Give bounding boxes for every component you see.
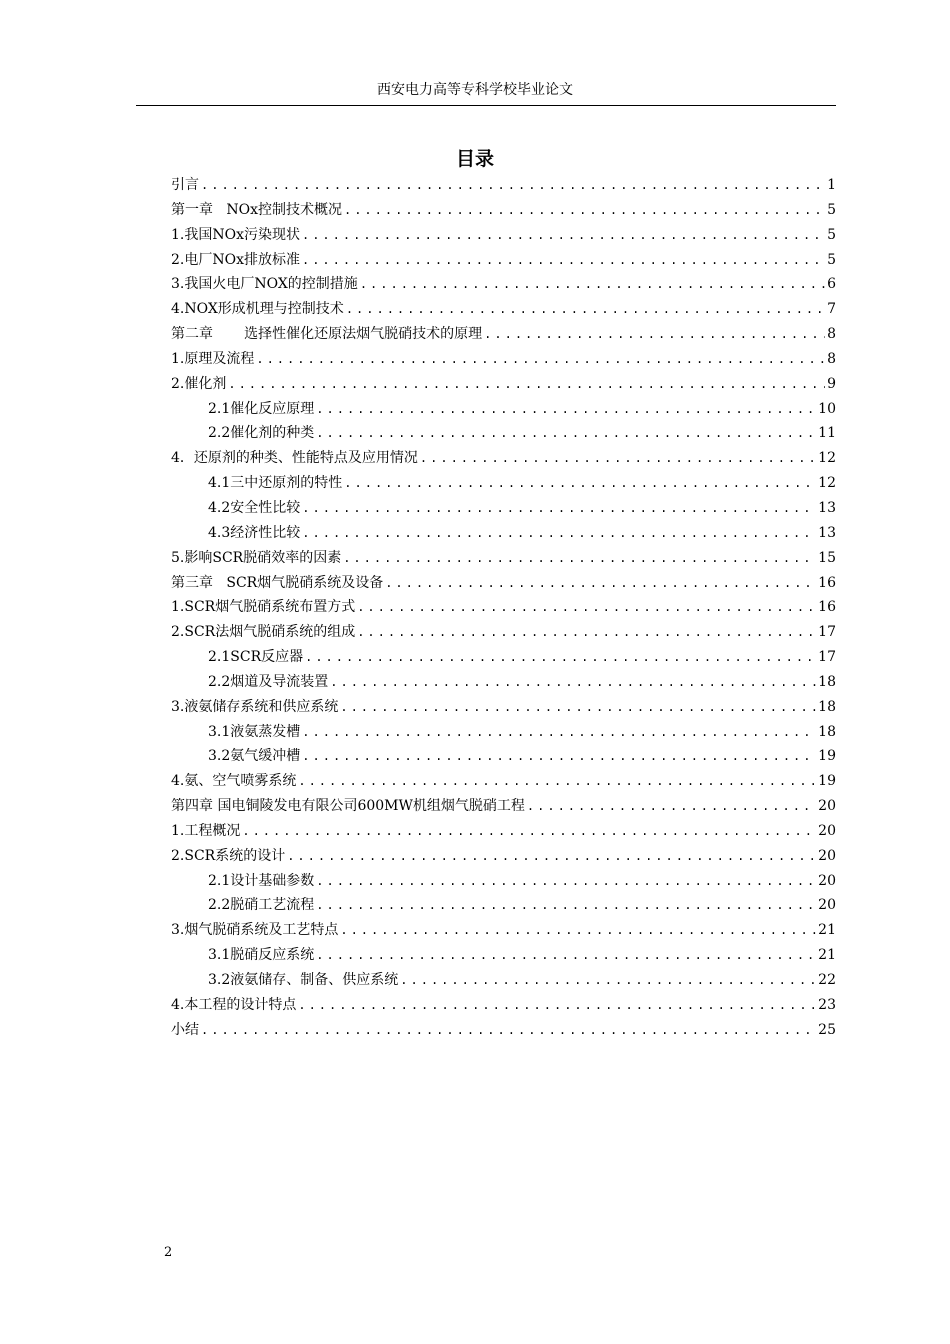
toc-dot-leader xyxy=(316,421,816,446)
toc-dot-leader xyxy=(420,446,816,471)
toc-entry-page: 21 xyxy=(818,922,836,939)
toc-entry-title: 4.3经济性比较 xyxy=(208,524,301,541)
toc-entry-page: 20 xyxy=(818,822,836,839)
toc-entry-page: 5 xyxy=(827,201,836,218)
toc-entry-title: 小结 xyxy=(171,1021,199,1038)
toc-entry-page: 6 xyxy=(827,276,836,293)
toc-entry[interactable] xyxy=(171,869,836,894)
toc-entry-title: 2.SCR系统的设计 xyxy=(171,847,286,864)
toc-entry[interactable] xyxy=(171,421,836,446)
toc-entry[interactable] xyxy=(171,620,836,645)
toc-entry-title: 2.SCR法烟气脱硝系统的组成 xyxy=(171,624,356,641)
toc-entry-page: 5 xyxy=(827,251,836,268)
toc-entry-page: 19 xyxy=(818,748,836,765)
toc-entry[interactable] xyxy=(171,819,836,844)
toc-entry-page: 16 xyxy=(818,574,836,591)
toc-dot-leader xyxy=(484,322,825,347)
toc-entry-page: 8 xyxy=(827,350,836,367)
toc-dot-leader xyxy=(201,173,825,198)
toc-entry[interactable] xyxy=(171,521,836,546)
toc-entry-title: 2.电厂NOx排放标准 xyxy=(171,251,300,268)
toc-entry-page: 1 xyxy=(827,177,836,193)
toc-entry[interactable] xyxy=(171,918,836,943)
toc-entry[interactable] xyxy=(171,744,836,769)
toc-entry-page: 13 xyxy=(818,499,836,516)
toc-entry[interactable] xyxy=(171,893,836,918)
toc-dot-leader xyxy=(228,372,825,397)
toc-dot-leader xyxy=(316,397,816,422)
toc-entry[interactable] xyxy=(171,272,836,297)
toc-entry[interactable] xyxy=(171,794,836,819)
toc-entry-page: 15 xyxy=(818,549,836,566)
toc-dot-leader xyxy=(201,1018,816,1043)
toc-dot-leader xyxy=(357,620,816,645)
toc-entry-page: 7 xyxy=(827,301,836,318)
toc-entry[interactable] xyxy=(171,645,836,670)
toc-entry[interactable] xyxy=(171,198,836,223)
toc-entry[interactable] xyxy=(171,695,836,720)
toc-entry-title: 第一章 NOx控制技术概况 xyxy=(171,201,342,218)
toc-entry[interactable] xyxy=(171,1018,836,1043)
toc-dot-leader xyxy=(302,521,816,546)
toc-dot-leader xyxy=(330,670,816,695)
toc-entry-page: 11 xyxy=(818,425,836,442)
toc-dot-leader xyxy=(287,844,816,869)
toc-entry[interactable] xyxy=(171,496,836,521)
toc-list xyxy=(171,173,836,1043)
toc-dot-leader xyxy=(346,297,825,322)
toc-dot-leader xyxy=(316,869,816,894)
running-header: 西安电力高等专科学校毕业论文 xyxy=(377,82,573,98)
toc-entry-title: 4.本工程的设计特点 xyxy=(171,996,297,1013)
toc-entry-page: 21 xyxy=(818,947,836,964)
toc-entry-page: 20 xyxy=(818,847,836,864)
toc-dot-leader xyxy=(316,943,816,968)
toc-entry[interactable] xyxy=(171,173,836,198)
toc-dot-leader xyxy=(357,595,816,620)
toc-entry-title: 1.工程概况 xyxy=(171,822,241,839)
toc-entry-page: 22 xyxy=(818,972,836,988)
toc-entry-title: 3.我国火电厂NOX的控制措施 xyxy=(171,276,358,293)
toc-entry-title: 3.1液氨蒸发槽 xyxy=(208,723,301,740)
toc-entry-page: 17 xyxy=(818,624,836,641)
toc-dot-leader xyxy=(385,571,816,596)
toc-dot-leader xyxy=(400,968,816,993)
toc-dot-leader xyxy=(302,496,816,521)
toc-entry-title: 4．还原剂的种类、性能特点及应用情况 xyxy=(171,450,418,467)
toc-entry[interactable] xyxy=(171,993,836,1018)
toc-dot-leader xyxy=(305,645,816,670)
toc-entry[interactable] xyxy=(171,471,836,496)
toc-entry-title: 2.催化剂 xyxy=(171,375,227,392)
toc-entry-page: 18 xyxy=(818,723,836,740)
toc-title: 目录 xyxy=(455,148,494,170)
toc-entry-page: 20 xyxy=(818,897,836,914)
toc-dot-leader xyxy=(360,272,825,297)
toc-entry-page: 23 xyxy=(818,996,836,1013)
toc-dot-leader xyxy=(344,198,825,223)
toc-entry-page: 12 xyxy=(818,475,836,492)
toc-entry[interactable] xyxy=(171,943,836,968)
toc-dot-leader xyxy=(298,993,816,1018)
toc-entry-title: 4.1三中还原剂的特性 xyxy=(208,475,343,492)
toc-entry[interactable] xyxy=(171,769,836,794)
toc-dot-leader xyxy=(298,769,816,794)
toc-entry-title: 第三章 SCR烟气脱硝系统及设备 xyxy=(171,574,384,591)
toc-entry-page: 25 xyxy=(818,1021,836,1038)
toc-dot-leader xyxy=(302,248,825,273)
toc-entry[interactable] xyxy=(171,372,836,397)
toc-entry-page: 8 xyxy=(827,326,836,343)
toc-dot-leader xyxy=(302,223,825,248)
page-number: 2 xyxy=(164,1245,173,1260)
toc-dot-leader xyxy=(242,819,816,844)
toc-entry-title: 4.氨、空气喷雾系统 xyxy=(171,773,297,790)
toc-entry-page: 13 xyxy=(818,524,836,541)
toc-entry-title: 4.2安全性比较 xyxy=(208,499,301,516)
toc-dot-leader xyxy=(527,794,816,819)
toc-entry-page: 18 xyxy=(818,673,836,690)
toc-entry-title: 3.2液氨储存、制备、供应系统 xyxy=(208,972,399,988)
toc-entry[interactable] xyxy=(171,248,836,273)
toc-entry-title: 4.NOX形成机理与控制技术 xyxy=(171,301,344,318)
toc-entry-title: 2.1设计基础参数 xyxy=(208,872,315,889)
toc-entry-page: 20 xyxy=(818,798,836,815)
toc-entry-page: 9 xyxy=(827,375,836,392)
toc-dot-leader xyxy=(340,695,816,720)
toc-entry-title: 2.2烟道及导流装置 xyxy=(208,673,329,690)
toc-entry[interactable] xyxy=(171,223,836,248)
toc-entry[interactable] xyxy=(171,844,836,869)
header-rule xyxy=(136,105,836,106)
toc-entry-title: 5.影响SCR脱硝效率的因素 xyxy=(171,549,342,566)
toc-dot-leader xyxy=(340,918,816,943)
toc-entry-title: 3.液氨储存系统和供应系统 xyxy=(171,698,339,715)
toc-entry[interactable] xyxy=(171,446,836,471)
toc-entry[interactable] xyxy=(171,347,836,372)
toc-dot-leader xyxy=(343,546,816,571)
toc-dot-leader xyxy=(256,347,825,372)
toc-entry-title: 第四章 国电铜陵发电有限公司600MW机组烟气脱硝工程 xyxy=(171,798,525,815)
toc-entry-page: 5 xyxy=(827,226,836,243)
toc-entry-title: 2.1SCR反应器 xyxy=(208,649,304,666)
toc-entry-page: 10 xyxy=(818,400,836,417)
toc-entry-page: 19 xyxy=(818,773,836,790)
toc-dot-leader xyxy=(344,471,816,496)
toc-entry-title: 1.原理及流程 xyxy=(171,350,255,367)
toc-entry-title: 1.SCR烟气脱硝系统布置方式 xyxy=(171,599,356,616)
toc-entry-title: 2.2脱硝工艺流程 xyxy=(208,897,315,914)
toc-entry[interactable] xyxy=(171,397,836,422)
toc-dot-leader xyxy=(302,720,816,745)
toc-entry[interactable] xyxy=(171,720,836,745)
toc-entry[interactable] xyxy=(171,571,836,596)
toc-entry-title: 第二章 选择性催化还原法烟气脱硝技术的原理 xyxy=(171,326,483,343)
toc-entry[interactable] xyxy=(171,595,836,620)
toc-entry-title: 2.2催化剂的种类 xyxy=(208,425,315,442)
toc-entry[interactable] xyxy=(171,670,836,695)
toc-entry-page: 16 xyxy=(818,599,836,616)
toc-entry-title: 2.1催化反应原理 xyxy=(208,400,315,417)
toc-entry-title: 3.1脱硝反应系统 xyxy=(208,947,315,964)
toc-entry-page: 12 xyxy=(818,450,836,467)
toc-entry-title: 3.烟气脱硝系统及工艺特点 xyxy=(171,922,339,939)
toc-dot-leader xyxy=(316,893,816,918)
toc-entry[interactable] xyxy=(171,968,836,993)
toc-entry-title: 引言 xyxy=(171,177,199,193)
toc-entry-page: 18 xyxy=(818,698,836,715)
toc-entry-page: 17 xyxy=(818,649,836,666)
toc-entry-page: 20 xyxy=(818,872,836,889)
toc-entry[interactable] xyxy=(171,322,836,347)
toc-entry-title: 3.2氨气缓冲槽 xyxy=(208,748,301,765)
toc-entry[interactable] xyxy=(171,297,836,322)
toc-entry[interactable] xyxy=(171,546,836,571)
toc-dot-leader xyxy=(302,744,816,769)
toc-entry-title: 1.我国NOx污染现状 xyxy=(171,226,300,243)
